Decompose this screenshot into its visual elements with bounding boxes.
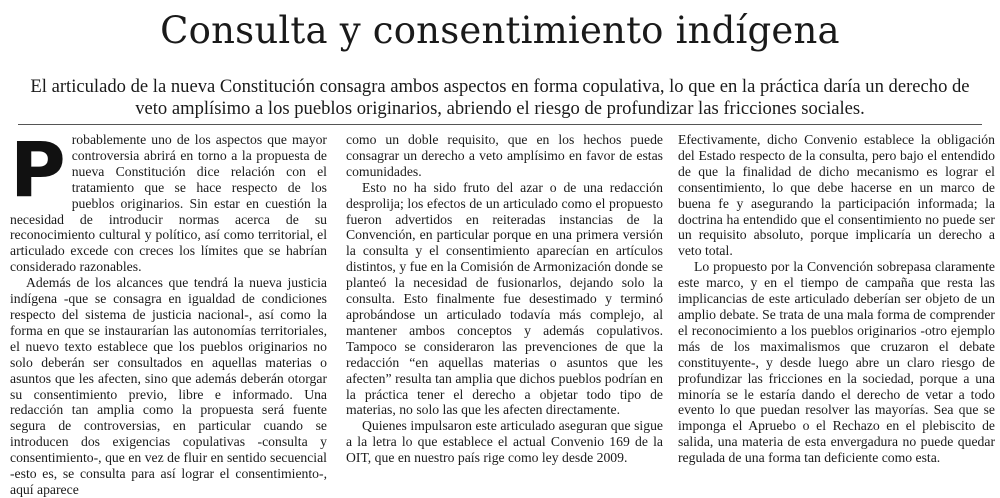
paragraph: Lo propuesto por la Convención sobrepasa claramente este marco, y en el tiempo de campaña que resta las implicancias de este articulado deberían ser objeto de un amplio debate. Se trata de una mala forma de comprender el reconocimiento a los pueblos originarios -otro ejemplo más de los maximalismos que cruzaron el debate constituyente-, y desde luego abre un claro riesgo de profundizar las fricciones en la sociedad, porque a una minoría se le estaría dando el derecho de vetar a todo evento lo que puedan resolver las mayorías. Sea que se imponga el Apruebo o el Rechazo en el plebiscito de salida, una materia de esta envergadura no puede quedar regulada de una forma tan deficiente como esta. <box>678 259 995 466</box>
column-2 <box>346 132 663 466</box>
paragraph: Además de los alcances que tendrá la nueva justicia indígena -que se consagra en igualdad de condiciones respecto del sistema de justicia nacional-, así como la forma en que se instaurarían las autonomías territoriales, el nuevo texto establece que los pueblos originarios no solo deberán ser consultados en aquellas materias o asuntos que les afecten, sino que además deberán otorgar su consentimiento previo, libre e informado. Una redacción tan amplia como la propuesta será fuente segura de controversias, en particular cuando se introducen dos exigencias copulativas -consulta y consentimiento-, que en vez de fluir en sentido secuencial -esto es, se consulta para así lograr el consentimiento-, aquí aparece <box>10 275 327 497</box>
paragraph: Efectivamente, dicho Convenio establece la obligación del Estado respecto de la consulta, pero bajo el entendido de que la finalidad de dicho mecanismo es lograr el consentimiento, lo que debe hacerse en un marco de buena fe y asegurando la participación informada; la doctrina ha entendido que el consentimiento no puede ser un requisito absoluto, porque implicaría un derecho a veto total. <box>678 132 995 259</box>
paragraph: Quienes impulsaron este articulado aseguran que sigue a la letra lo que establece el actual Convenio 169 de la OIT, que en nuestro país rige como ley desde 2009. <box>346 418 663 466</box>
headline: Consulta y consentimiento indígena <box>160 9 840 52</box>
column-1 <box>10 125 327 497</box>
subhead: El articulado de la nueva Constitución consagra ambos aspectos en forma copulativa, lo que en la práctica daría un derecho de veto amplísimo a los pueblos originarios, abriendo el riesgo de profundizar las fricciones sociales. <box>30 76 970 119</box>
drop-cap: P <box>10 125 66 214</box>
paragraph: como un doble requisito, que en los hechos puede consagrar un derecho a veto amplísimo en favor de estas comunidades. <box>346 132 663 179</box>
paragraph: Esto no ha sido fruto del azar o de una redacción desprolija; los efectos de un articulado como el propuesto fueron advertidos en reiteradas instancias de la Convención, en particular porque en una primera versión la consulta y el consentimiento aparecían en artículos distintos, y fue en la Comisión de Armonización donde se planteó la necesidad de fusionarlos, dejando solo la consulta. Esto finalmente fue desestimado y terminó aprobándose un articulado todavía más complejo, al mantener ambos conceptos y además copulativos. Tampoco se consideraron las prevenciones de que la redacción “en aquellas materias o asuntos que les afecten” resulta tan amplia que dichos pueblos podrían en la práctica tener el derecho a objetar todo tipo de materias, no solo las que les afecten directamente. <box>346 179 663 418</box>
paragraph: Probablemente uno de los aspectos que mayor controversia abrirá en torno a la propuesta de nueva Constitución dice relación con el tratamiento que se hace respecto de los pueblos originarios. Sin estar en cuestión la necesidad de introducir normas acerca de su reconocimiento cultural y político, así como territorial, el articulado excede con creces los límites que se habrían considerado razonables. <box>10 125 327 275</box>
divider <box>18 124 982 125</box>
column-3 <box>678 132 995 466</box>
